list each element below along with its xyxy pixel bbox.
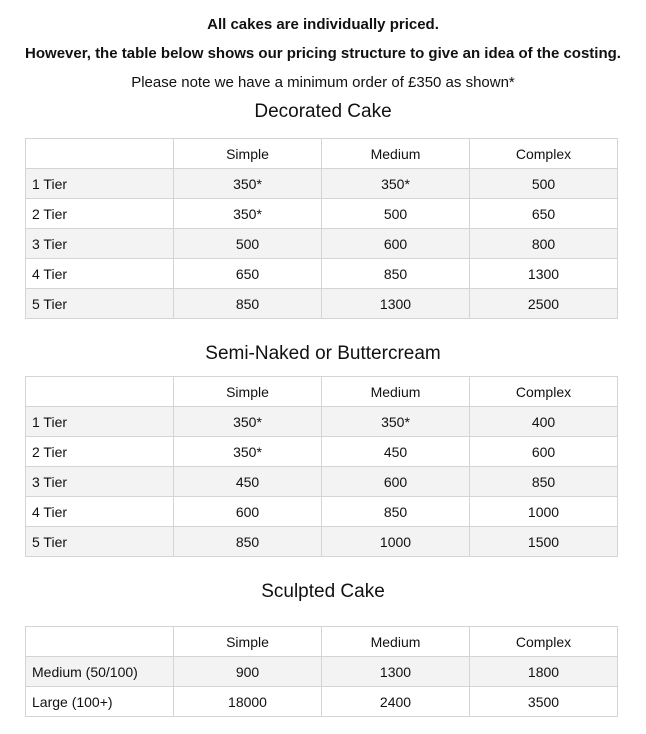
- price-medium: 600: [322, 467, 470, 497]
- price-complex: 600: [470, 437, 618, 467]
- row-label: 4 Tier: [26, 259, 174, 289]
- row-label: 1 Tier: [26, 169, 174, 199]
- intro-text: [0, 0, 646, 97]
- intro-line-2: However, the table below shows our pricing structure to give an idea of the costing.: [25, 45, 621, 62]
- price-complex: 800: [470, 229, 618, 259]
- price-complex: 1000: [470, 497, 618, 527]
- table-row: [26, 527, 618, 557]
- price-complex: 1300: [470, 259, 618, 289]
- row-label: 3 Tier: [26, 467, 174, 497]
- price-simple: 900: [174, 657, 322, 687]
- price-simple: 600: [174, 497, 322, 527]
- table-header-row: [26, 377, 618, 407]
- section-title-semi-naked: Semi-Naked or Buttercream: [205, 343, 441, 364]
- section-title-decorated: Decorated Cake: [254, 101, 392, 122]
- row-label: 3 Tier: [26, 229, 174, 259]
- header-complex: Complex: [470, 627, 618, 657]
- semi-naked-price-table: [25, 376, 618, 557]
- table-row: [26, 199, 618, 229]
- price-complex: 650: [470, 199, 618, 229]
- price-simple: 650: [174, 259, 322, 289]
- intro-line-3: Please note we have a minimum order of £350 as shown*: [131, 74, 515, 91]
- table-row: [26, 467, 618, 497]
- price-complex: 500: [470, 169, 618, 199]
- price-medium: 850: [322, 259, 470, 289]
- header-empty-cell: [26, 627, 174, 657]
- price-simple: 350*: [174, 437, 322, 467]
- intro-line-1: All cakes are individually priced.: [207, 16, 439, 33]
- price-simple: 450: [174, 467, 322, 497]
- price-medium: 850: [322, 497, 470, 527]
- table-row: [26, 657, 618, 687]
- table-row: [26, 169, 618, 199]
- header-empty-cell: [26, 377, 174, 407]
- price-complex: 3500: [470, 687, 618, 717]
- header-empty-cell: [26, 139, 174, 169]
- table-row: [26, 687, 618, 717]
- price-complex: 400: [470, 407, 618, 437]
- price-complex: 2500: [470, 289, 618, 319]
- header-simple: Simple: [174, 139, 322, 169]
- price-medium: 500: [322, 199, 470, 229]
- sculpted-price-table: [25, 626, 618, 717]
- table-row: [26, 437, 618, 467]
- price-medium: 350*: [322, 169, 470, 199]
- row-label: Medium (50/100): [26, 657, 174, 687]
- row-label: Large (100+): [26, 687, 174, 717]
- header-medium: Medium: [322, 627, 470, 657]
- price-simple: 850: [174, 289, 322, 319]
- row-label: 4 Tier: [26, 497, 174, 527]
- price-complex: 1500: [470, 527, 618, 557]
- price-simple: 350*: [174, 199, 322, 229]
- price-medium: 2400: [322, 687, 470, 717]
- row-label: 5 Tier: [26, 527, 174, 557]
- price-medium: 1300: [322, 657, 470, 687]
- price-simple: 850: [174, 527, 322, 557]
- price-medium: 450: [322, 437, 470, 467]
- price-medium: 350*: [322, 407, 470, 437]
- price-medium: 1300: [322, 289, 470, 319]
- price-medium: 1000: [322, 527, 470, 557]
- header-simple: Simple: [174, 377, 322, 407]
- table-row: [26, 289, 618, 319]
- table-header-row: [26, 627, 618, 657]
- header-medium: Medium: [322, 377, 470, 407]
- row-label: 1 Tier: [26, 407, 174, 437]
- header-complex: Complex: [470, 377, 618, 407]
- table-header-row: [26, 139, 618, 169]
- row-label: 5 Tier: [26, 289, 174, 319]
- header-medium: Medium: [322, 139, 470, 169]
- price-simple: 350*: [174, 407, 322, 437]
- header-simple: Simple: [174, 627, 322, 657]
- price-complex: 1800: [470, 657, 618, 687]
- price-simple: 18000: [174, 687, 322, 717]
- price-medium: 600: [322, 229, 470, 259]
- table-row: [26, 407, 618, 437]
- price-simple: 350*: [174, 169, 322, 199]
- price-simple: 500: [174, 229, 322, 259]
- table-row: [26, 259, 618, 289]
- header-complex: Complex: [470, 139, 618, 169]
- price-complex: 850: [470, 467, 618, 497]
- row-label: 2 Tier: [26, 199, 174, 229]
- section-title-sculpted: Sculpted Cake: [261, 581, 385, 602]
- decorated-price-table: [25, 138, 618, 319]
- table-row: [26, 229, 618, 259]
- table-row: [26, 497, 618, 527]
- row-label: 2 Tier: [26, 437, 174, 467]
